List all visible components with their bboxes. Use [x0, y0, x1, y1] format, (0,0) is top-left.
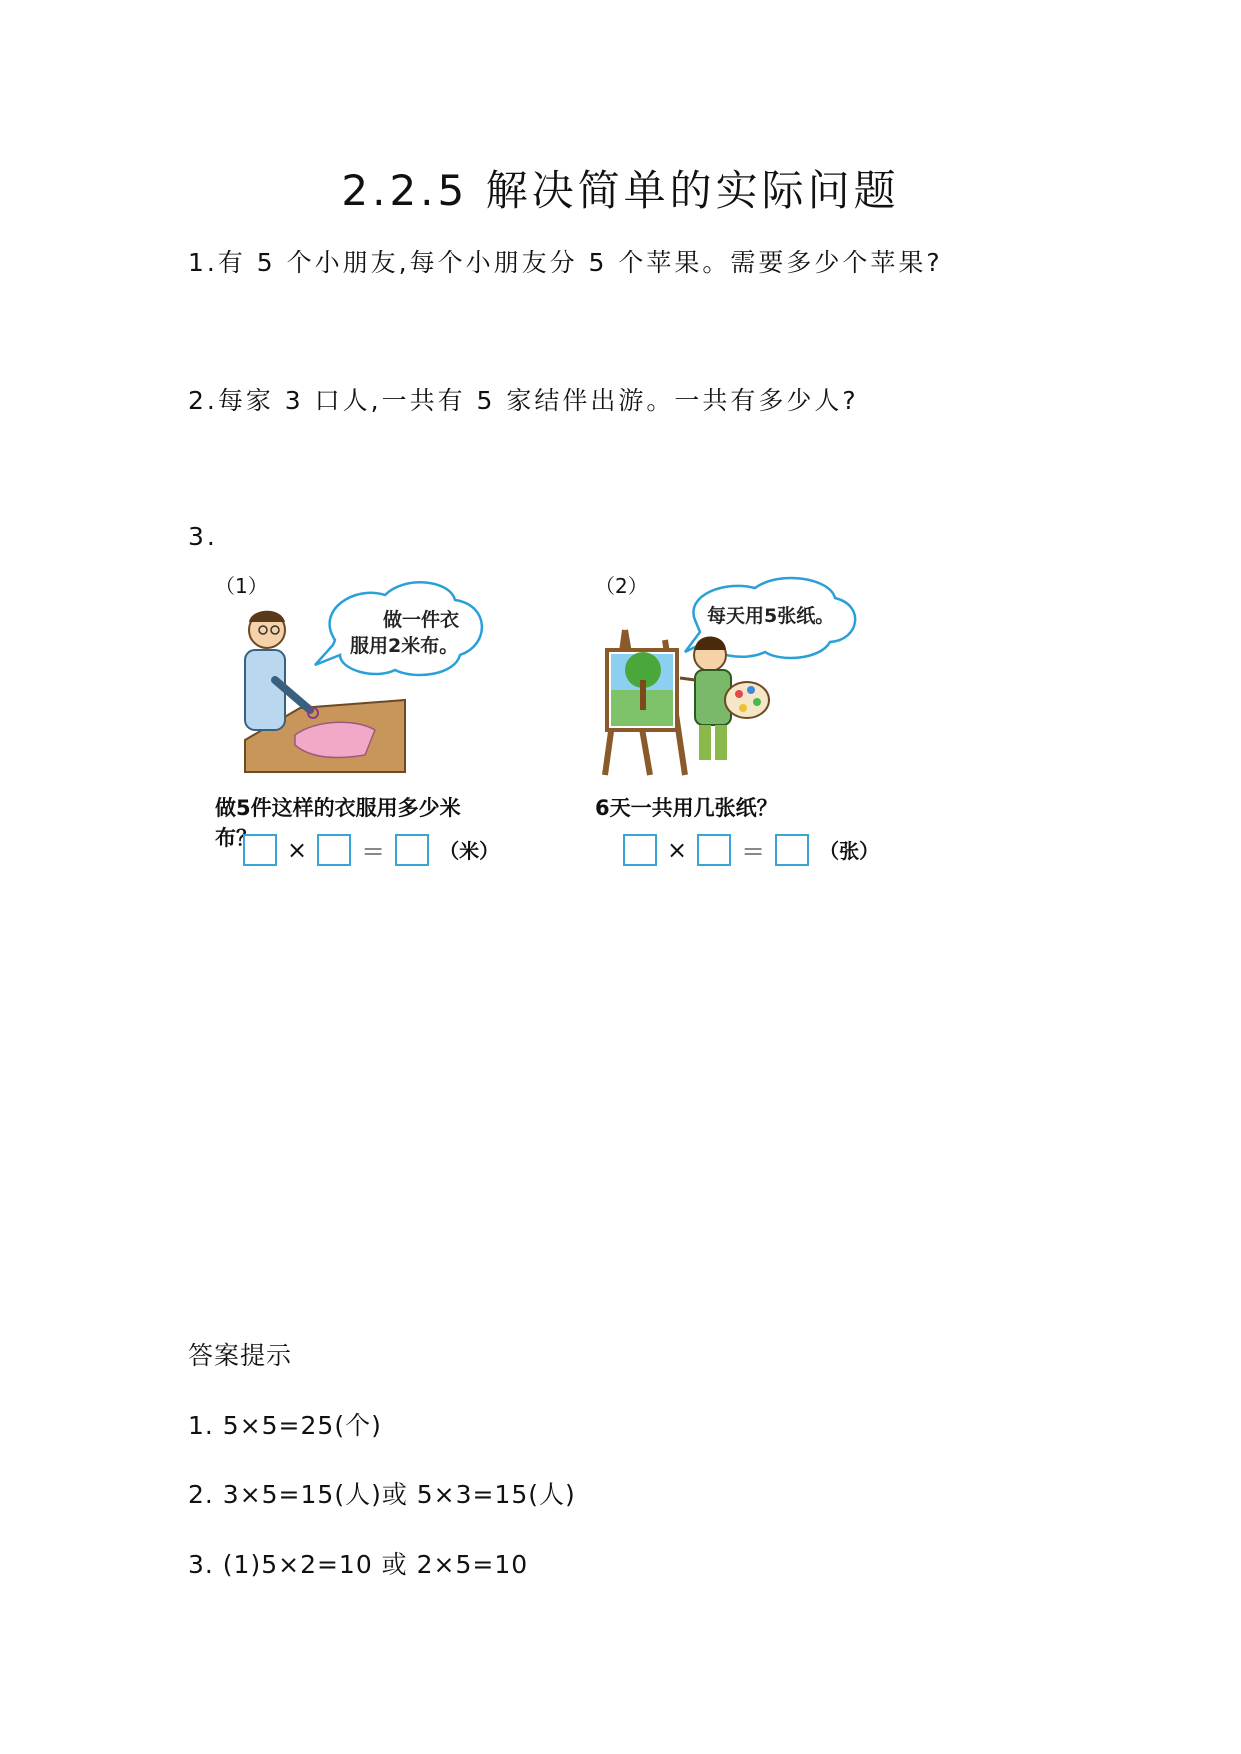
answer-box[interactable] [623, 834, 657, 866]
figure-painter [595, 570, 885, 870]
page-title: 2.2.5 解决简单的实际问题 [341, 166, 900, 215]
bubble-1-line1: 做一件衣 [383, 609, 460, 631]
answer-box[interactable] [395, 834, 429, 866]
unit-label: （张） [819, 839, 880, 863]
paintbrush [680, 678, 695, 680]
question-2: 2.每家 3 口人,一共有 5 家结伴出游。一共有多少人? [188, 386, 859, 415]
answer-heading: 答案提示 [188, 1341, 293, 1370]
answer-box[interactable] [775, 834, 809, 866]
figure-label-1: （1） [215, 574, 268, 598]
answer-1: 1. 5×5=25(个) [188, 1411, 382, 1440]
answer-box[interactable] [697, 834, 731, 866]
times-sign: × [667, 835, 688, 864]
painter-illustration [595, 570, 885, 790]
figure-2-equation [623, 832, 879, 867]
figure-label-2: （2） [595, 574, 648, 598]
equals-sign: ＝ [361, 838, 386, 866]
question-1: 1.有 5 个小朋友,每个小朋友分 5 个苹果。需要多少个苹果? [188, 248, 943, 277]
pink-cloth [295, 722, 375, 757]
figure-1-equation [243, 832, 499, 867]
equals-sign: ＝ [741, 838, 766, 866]
figure-tailor [215, 570, 500, 870]
answer-2: 2. 3×5=15(人)或 5×3=15(人) [188, 1480, 576, 1509]
tailor-body [245, 650, 285, 730]
times-sign: × [287, 835, 308, 864]
figure-2-question: 6天一共用几张纸？ [595, 796, 778, 820]
answer-3: 3. (1)5×2=10 或 2×5=10 [188, 1550, 529, 1579]
bubble-2-line1: 每天用5张纸。 [707, 605, 835, 627]
question-3-label: 3. [188, 522, 218, 551]
tailor-hair [249, 611, 285, 622]
tailor-illustration [215, 570, 495, 790]
answer-box[interactable] [243, 834, 277, 866]
answer-box[interactable] [317, 834, 351, 866]
palette [725, 682, 769, 718]
unit-label: （米） [439, 839, 500, 863]
bubble-1-line2: 服用2米布。 [350, 635, 459, 657]
figure-1-question: 做5件这样的衣服用多少米布？ [215, 796, 461, 850]
